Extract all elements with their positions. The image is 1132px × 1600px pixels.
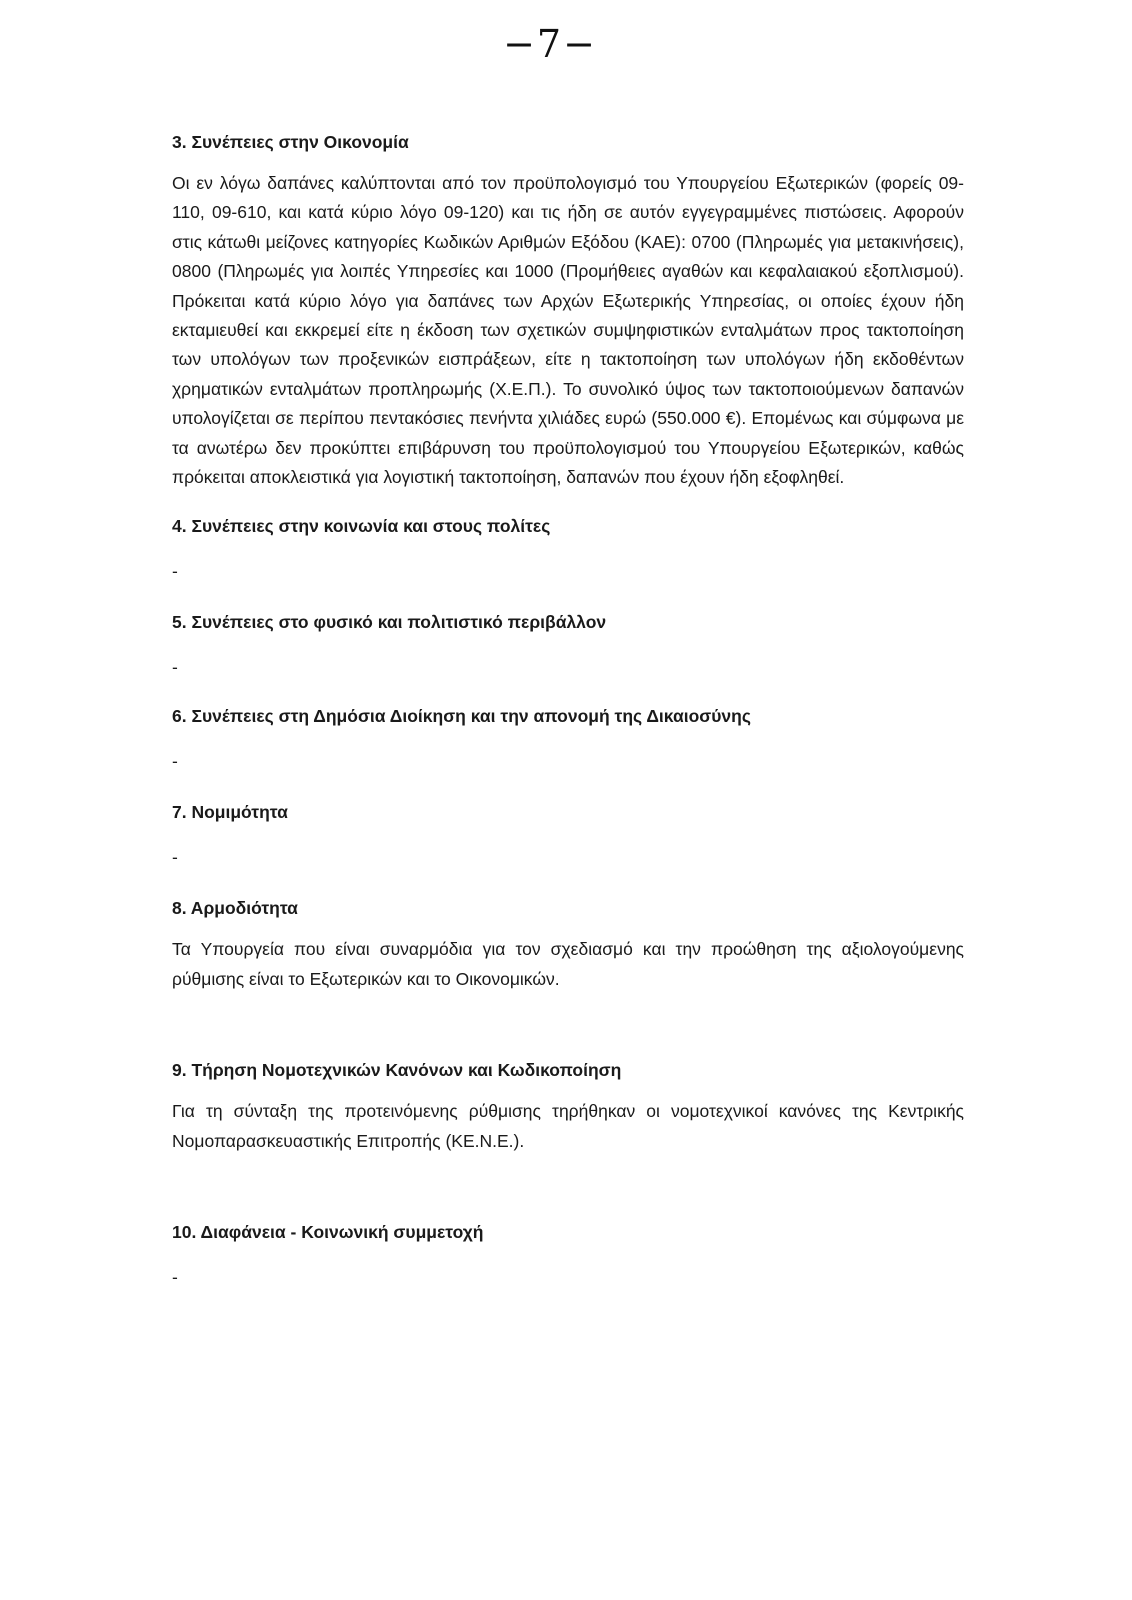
section-heading: 6. Συνέπειες στη Δημόσια Διοίκηση και την απονομή της Δικαιοσύνης: [172, 706, 751, 727]
section-heading: 7. Νομιμότητα: [172, 802, 288, 823]
section-paragraph: Τα Υπουργεία που είναι συναρμόδια για τον σχεδιασμό και την προώθηση της αξιολογούμενης ρύθμισης είναι το Εξωτερικών και το Οικονομικών.: [172, 939, 964, 989]
section-society: [172, 512, 964, 586]
section-heading: 5. Συνέπειες στο φυσικό και πολιτιστικό περιβάλλον: [172, 612, 607, 633]
section-heading: 4. Συνέπειες στην κοινωνία και στους πολίτες: [172, 516, 551, 537]
page-number: −7−: [503, 22, 597, 66]
section-transparency: [172, 1218, 964, 1292]
section-environment: [172, 608, 964, 682]
section-paragraph: -: [172, 657, 178, 678]
section-legislative-rules: [172, 1056, 964, 1156]
section-competence: [172, 894, 964, 994]
section-economy: [172, 128, 964, 492]
section-heading: 3. Συνέπειες στην Οικονομία: [172, 132, 409, 152]
section-legality: [172, 798, 964, 872]
section-heading: 10. Διαφάνεια - Κοινωνική συμμετοχή: [172, 1222, 484, 1243]
section-paragraph: -: [172, 1267, 178, 1288]
section-paragraph: -: [172, 751, 178, 772]
section-paragraph: -: [172, 561, 178, 582]
document-body: [172, 128, 964, 1292]
section-heading: 8. Αρμοδιότητα: [172, 898, 298, 919]
section-paragraph: Για τη σύνταξη της προτεινόμενης ρύθμισης τηρήθηκαν οι νομοτεχνικοί κανόνες της Κεντρικής Νομοπαρασκευαστικής Επιτροπής (ΚΕ.Ν.Ε.).: [172, 1101, 964, 1151]
section-paragraph: -: [172, 847, 178, 868]
section-paragraph: Οι εν λόγω δαπάνες καλύπτονται από τον προϋπολογισμό του Υπουργείου Εξωτερικών (φορείς 09-110, 09-610, και κατά κύριο λόγο 09-120) και τις ήδη σε αυτόν εγγεγραμμένες πιστώσεις. Αφορούν στις κάτωθι μείζονες κατηγορίες Κωδικών Αριθμών Εξόδου (ΚΑΕ): 0700 (Πληρωμές για μετακινήσεις), 0800 (Πληρωμές για λοιπές Υπηρεσίες και 1000 (Προμήθειες αγαθών και κεφαλαιακού εξοπλισμού). Πρόκειται κατά κύριο λόγο για δαπάνες των Αρχών Εξωτερικής Υπηρεσίας, οι οποίες έχουν ήδη εκταμιευθεί και εκκρεμεί είτε η έκδοση των σχετικών συμψηφιστικών ενταλμάτων προς τακτοποίηση των υπολόγων των προξενικών εισπράξεων, είτε η τακτοποίηση των υπολόγων ήδη εκδοθέντων χρηματικών ενταλμάτων προπληρωμής (Χ.Ε.Π.). Το συνολικό ύψος των τακτοποιούμενων δαπανών υπολογίζεται σε περίπου πεντακόσιες πενήντα χιλιάδες ευρώ (550.000 €). Επομένως και σύμφωνα με τα ανωτέρω δεν προκύπτει επιβάρυνση του προϋπολογισμού του Υπουργείου Εξωτερικών, καθώς πρόκειται αποκλειστικά για λογιστική τακτοποίηση, δαπανών που έχουν ήδη εξοφληθεί.: [172, 173, 964, 488]
section-heading: 9. Τήρηση Νομοτεχνικών Κανόνων και Κωδικοποίηση: [172, 1060, 622, 1081]
section-public-administration: [172, 702, 964, 776]
